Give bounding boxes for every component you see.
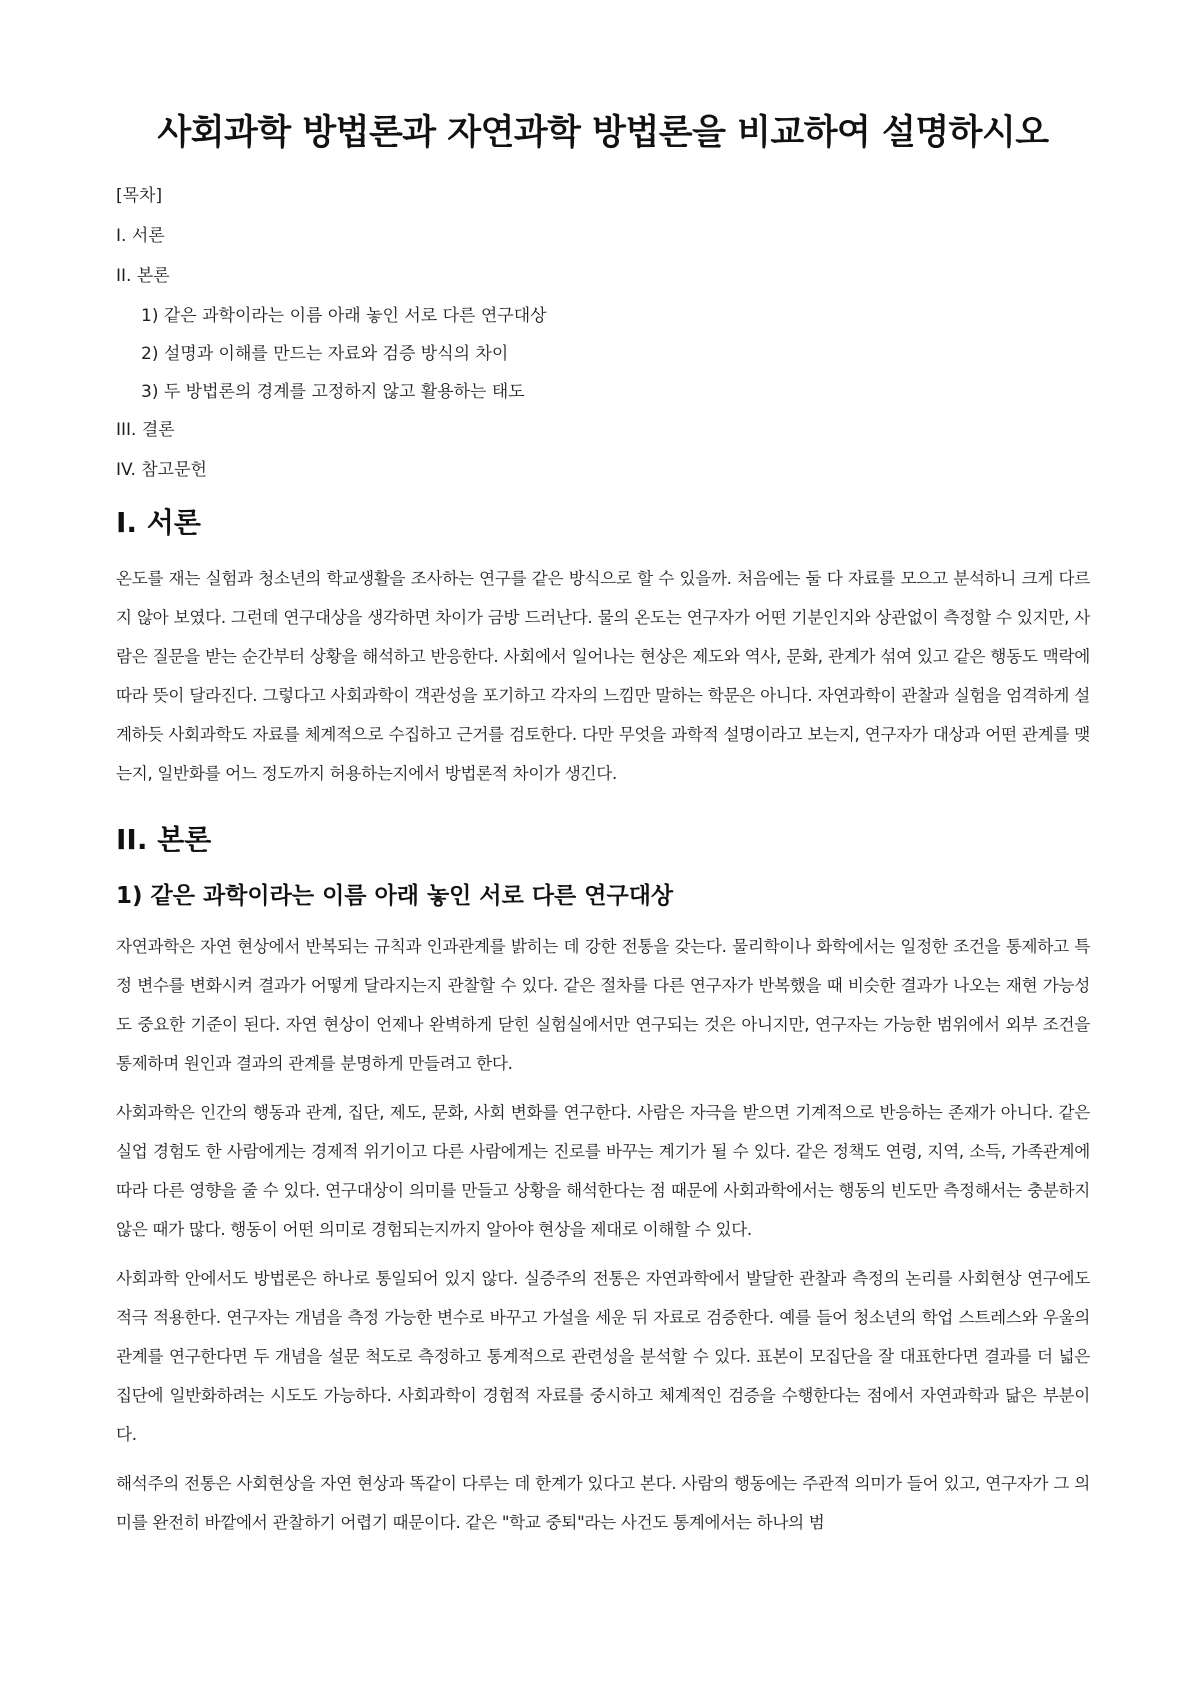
toc-item-conclusion: III. 결론	[116, 419, 175, 440]
toc-heading: [목차]	[116, 185, 163, 206]
intro-paragraph: 온도를 재는 실험과 청소년의 학교생활을 조사하는 연구를 같은 방식으로 할 수 있을까. 처음에는 둘 다 자료를 모으고 분석하니 크게 다르지 않아 보였다. 그런데 연구대상을 생각하면 차이가 금방 드러난다. 물의 온도는 연구자가 어떤 기분인지와 상관없이 측정할 수 있지만, 사람은 질문을 받는 순간부터 상황을 해석하고 반응한다. 사회에서 일어나는 현상은 제도와 역사, 문화, 관계가 섞여 있고 같은 행동도 맥락에 따라 뜻이 달라진다. 그렇다고 사회과학이 객관성을 포기하고 각자의 느낌만 말하는 학문은 아니다. 자연과학이 관찰과 실험을 엄격하게 설계하듯 사회과학도 자료를 체계적으로 수집하고 근거를 검토한다. 다만 무엇을 과학적 설명이라고 보는지, 연구자가 대상과 어떤 관계를 맺는지, 일반화를 어느 정도까지 허용하는지에서 방법론적 차이가 생긴다.	[116, 569, 1090, 784]
body-paragraph: 자연과학은 자연 현상에서 반복되는 규칙과 인과관계를 밝히는 데 강한 전통을 갖는다. 물리학이나 화학에서는 일정한 조건을 통제하고 특정 변수를 변화시켜 결과가 어떻게 달라지는지 관찰할 수 있다. 같은 절차를 다른 연구자가 반복했을 때 비슷한 결과가 나오는 재현 가능성도 중요한 기준이 된다. 자연 현상이 언제나 완벽하게 닫힌 실험실에서만 연구되는 것은 아니지만, 연구자는 가능한 범위에서 외부 조건을 통제하며 원인과 결과의 관계를 분명하게 만들려고 한다.	[116, 936, 1090, 1073]
toc-item-body-1: 1) 같은 과학이라는 이름 아래 놓인 서로 다른 연구대상	[141, 305, 547, 326]
toc-item-references: IV. 참고문헌	[116, 459, 207, 480]
table-of-contents	[116, 186, 1090, 480]
body-paragraph: 사회과학 안에서도 방법론은 하나로 통일되어 있지 않다. 실증주의 전통은 자연과학에서 발달한 관찰과 측정의 논리를 사회현상 연구에도 적극 적용한다. 연구자는 개념을 측정 가능한 변수로 바꾸고 가설을 세운 뒤 자료로 검증한다. 예를 들어 청소년의 학업 스트레스와 우울의 관계를 연구한다면 두 개념을 설문 척도로 측정하고 통계적으로 관련성을 분석할 수 있다. 표본이 모집단을 잘 대표한다면 결과를 더 넓은 집단에 일반화하려는 시도도 가능하다. 사회과학이 경험적 자료를 중시하고 체계적인 검증을 수행한다는 점에서 자연과학과 닮은 부분이다.	[116, 1268, 1090, 1444]
toc-item-body-3: 3) 두 방법론의 경계를 고정하지 않고 활용하는 태도	[141, 381, 525, 402]
body-paragraph: 해석주의 전통은 사회현상을 자연 현상과 똑같이 다루는 데 한계가 있다고 본다. 사람의 행동에는 주관적 의미가 들어 있고, 연구자가 그 의미를 완전히 바깥에서 관찰하기 어렵기 때문이다. 같은 "학교 중퇴"라는 사건도 통계에서는 하나의 범	[116, 1473, 1090, 1532]
document-title: 사회과학 방법론과 자연과학 방법론을 비교하여 설명하시오	[157, 113, 1049, 153]
section-heading-body: II. 본론	[116, 823, 212, 857]
body-paragraph: 사회과학은 인간의 행동과 관계, 집단, 제도, 문화, 사회 변화를 연구한다. 사람은 자극을 받으면 기계적으로 반응하는 존재가 아니다. 같은 실업 경험도 한 사람에게는 경제적 위기이고 다른 사람에게는 진로를 바꾸는 계기가 될 수 있다. 같은 정책도 연령, 지역, 소득, 가족관계에 따라 다른 영향을 줄 수 있다. 연구대상이 의미를 만들고 상황을 해석한다는 점 때문에 사회과학에서는 행동의 빈도만 측정해서는 충분하지 않은 때가 많다. 행동이 어떤 의미로 경험되는지까지 알아야 현상을 제대로 이해할 수 있다.	[116, 1102, 1090, 1239]
subsection-heading-1: 1) 같은 과학이라는 이름 아래 놓인 서로 다른 연구대상	[116, 882, 674, 909]
toc-item-body-2: 2) 설명과 이해를 만드는 자료와 검증 방식의 차이	[141, 343, 509, 364]
toc-item-intro: I. 서론	[116, 225, 165, 246]
toc-item-body: II. 본론	[116, 265, 170, 286]
section-heading-intro: I. 서론	[116, 505, 201, 539]
